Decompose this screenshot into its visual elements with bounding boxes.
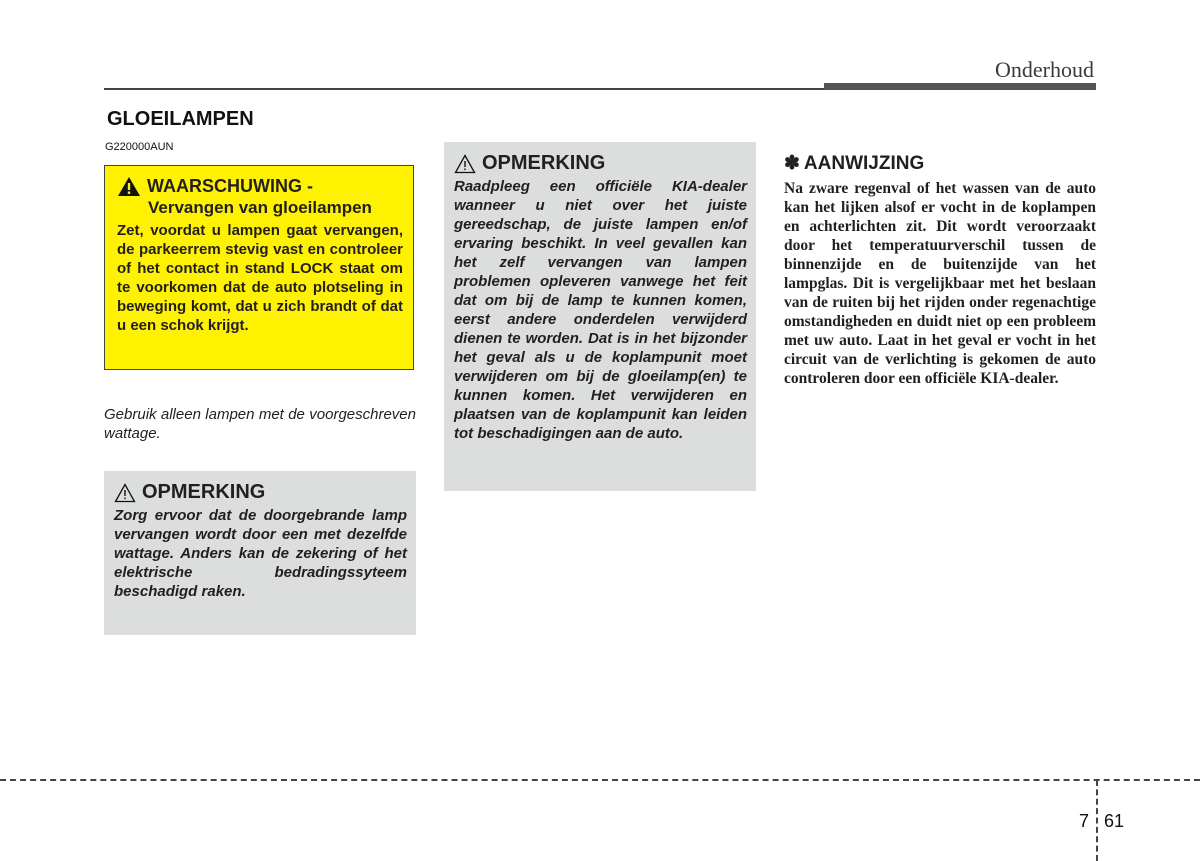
tip-body: Na zware regenval of het wassen van de auto kan het lijken alsof er vocht in de koplampen en achterlichten zit. Dit wordt veroorzaakt door het temperatuurverschil tussen de binnenzijde en de buitenzijde van het lampglas. Dit is vergelijkbaar met het beslaan van de ruiten bij het rijden onder regenachtige omstandigheden en duidt niet op een probleem met uw auto. Laat in het geval er vocht in het circuit van de verlichting is gekomen de auto controleren door een officiële KIA-dealer.	[784, 180, 1096, 387]
asterisk-icon: ✽	[784, 153, 800, 174]
note-box-dealer	[444, 142, 756, 491]
footer-divider	[1096, 780, 1098, 861]
note-title: OPMERKING	[142, 481, 266, 503]
note-header	[114, 481, 407, 504]
section-title: GLOEILAMPEN	[107, 108, 254, 130]
note-header	[454, 152, 747, 175]
tip-title: AANWIJZING	[803, 152, 925, 174]
note-body: Zorg ervoor dat de doorgebrande lamp vervangen wordt door een met dezelfde wattage. Anders kan de zekering of het elektrische bedradingssyteem beschadigd raken.	[114, 507, 407, 600]
page-chapter-number: 7	[1079, 811, 1090, 831]
section-code: G220000AUN	[105, 141, 174, 153]
wattage-instruction: Gebruik alleen lampen met de voorgeschreven wattage.	[104, 406, 416, 442]
warning-triangle-icon	[117, 176, 141, 197]
caution-triangle-icon	[114, 483, 136, 503]
note-body: Raadpleeg een officiële KIA-dealer wanneer u niet over het juiste gereedschap, de juiste lampen en/of ervaring beschikt. In veel gevallen kan het zelf vervangen van lampen problemen opleveren vanwege het feit dat om bij de lamp te kunnen komen, eerst andere onderdelen verwijderd dienen te worden. Dat is in het bijzonder het geval als u de koplampunit moet verwijderen om bij de gloeilamp(en) te kunnen komen. Het verwijderen en plaatsen van de koplampunit kan leiden tot beschadigingen aan de auto.	[454, 178, 747, 442]
chapter-title: Onderhoud	[995, 57, 1094, 82]
warning-title: WAARSCHUWING -	[147, 176, 313, 196]
warning-header	[117, 176, 403, 197]
note-box-wattage	[104, 471, 416, 635]
page-number: 61	[1104, 811, 1125, 831]
warning-body: Zet, voordat u lampen gaat vervangen, de parkeerrem stevig vast en controleer of het contact in stand LOCK staat om te voorkomen dat de auto plotseling in beweging komt, dat u zich brandt of dat u een schok krijgt.	[117, 222, 403, 334]
warning-box	[104, 165, 414, 370]
warning-subtitle: Vervangen van gloeilampen	[148, 198, 372, 217]
caution-triangle-icon	[454, 154, 476, 174]
tip-header	[784, 152, 1096, 175]
note-title: OPMERKING	[482, 152, 606, 174]
header-rule-accent	[824, 83, 1096, 90]
tip-section	[784, 152, 1096, 388]
footer-rule	[0, 779, 1200, 781]
